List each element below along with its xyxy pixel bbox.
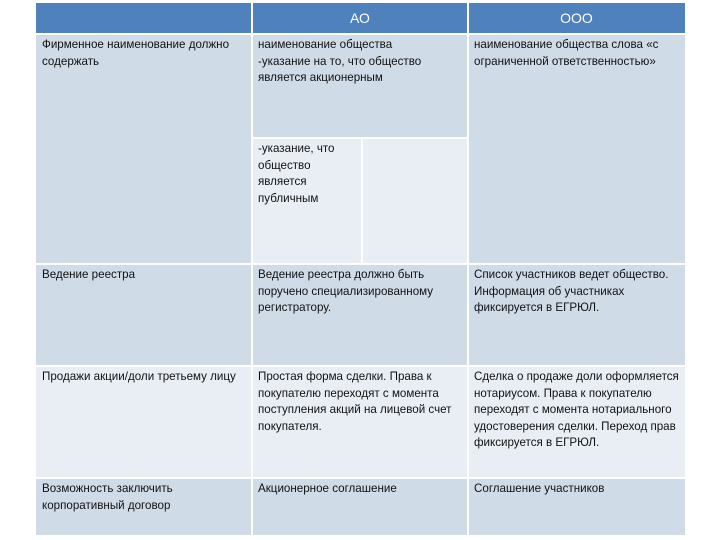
ooo-registry: Список участников ведет общество. Информация об участниках фиксируется в ЕГРЮЛ.: [468, 264, 685, 366]
grid-line-vertical: [361, 138, 363, 264]
ao-company-name-part1: наименование общества -указание на то, что общество является акционерным: [252, 34, 468, 138]
ao-company-name-empty: [362, 138, 468, 264]
grid-line-horizontal: [36, 33, 685, 35]
row-label-share-sale: Продажи акции/доли третьему лицу: [36, 366, 252, 478]
ao-registry: Ведение реестра должно быть поручено специализированному регистратору.: [252, 264, 468, 366]
grid-line-vertical: [251, 3, 253, 535]
grid-line-horizontal: [252, 137, 468, 139]
row-label-corporate-agreement: Возможность заключить корпоративный договор: [36, 478, 252, 535]
header-cell-ao: АО: [252, 3, 468, 34]
comparison-table: [36, 3, 685, 535]
ao-share-sale: Простая форма сделки. Права к покупателю переходят с момента поступления акций на лицевой счет покупателя.: [252, 366, 468, 478]
grid-line-vertical: [467, 3, 469, 535]
grid-line-horizontal: [36, 365, 685, 367]
row-label-company-name: Фирменное наименование должно содержать: [36, 34, 252, 264]
grid-line-horizontal: [36, 477, 685, 479]
row-label-registry: Ведение реестра: [36, 264, 252, 366]
grid-line-horizontal: [36, 263, 685, 265]
header-cell-ooo: ООО: [468, 3, 685, 34]
ooo-corporate-agreement: Соглашение участников: [468, 478, 685, 535]
header-cell-empty: [36, 3, 252, 34]
ao-corporate-agreement: Акционерное соглашение: [252, 478, 468, 535]
ao-company-name-part2: -указание, что общество является публичным: [252, 138, 362, 264]
ooo-share-sale: Сделка о продаже доли оформляется нотариусом. Права к покупателю переходят с момента нотариального удостоверения сделки. Переход прав фиксируется в ЕГРЮЛ.: [468, 366, 685, 478]
ooo-company-name: наименование общества слова «с ограниченной ответственностью»: [468, 34, 685, 264]
